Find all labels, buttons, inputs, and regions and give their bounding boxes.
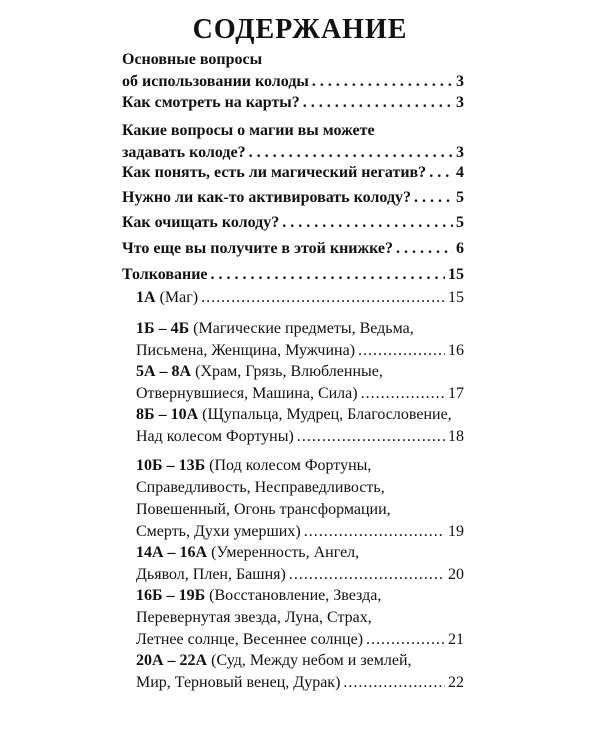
toc-entry-text: (Под колесом Фортуны, [209, 457, 372, 474]
card-code: 20А – 22А [136, 652, 208, 669]
leader-dots [303, 92, 453, 114]
page-number: 5 [456, 214, 464, 231]
page-title: СОДЕРЖАНИЕ [192, 14, 408, 45]
toc-entry-text: об использовании колоды [122, 73, 309, 90]
card-code: 5А – 8А [136, 363, 192, 380]
toc-entry-text: Письмена, Женщина, Мужчина) [136, 342, 356, 359]
toc-entry-text: Как смотреть на карты? [122, 94, 300, 111]
toc-entry-text: задавать колоде? [122, 144, 246, 161]
toc-entry-main [122, 49, 464, 93]
toc-entry-text: Как понять, есть ли магический негатив? [122, 164, 427, 181]
toc-entry-main [122, 92, 464, 114]
toc-entry-text: Над колесом Фортуны) [136, 428, 294, 445]
toc-entry-text: Дьявол, Плен, Башня) [136, 566, 286, 583]
page-number: 20 [448, 566, 464, 583]
toc-entry-main [122, 187, 464, 209]
leader-dots [297, 426, 445, 448]
leader-dots [361, 383, 445, 405]
leader-dots [414, 187, 453, 209]
page-number: 22 [448, 674, 464, 691]
leader-dots [358, 340, 445, 362]
page-number: 3 [456, 94, 464, 111]
toc-entry-text: Смерть, Духи умерших) [136, 523, 301, 540]
toc-entry-text: (Магические предметы, Ведьма, [193, 320, 414, 337]
page-number: 15 [448, 289, 464, 306]
leader-dots [304, 521, 445, 543]
page-number: 3 [456, 144, 464, 161]
page-number: 5 [456, 189, 464, 206]
toc-entry-text: (Маг) [159, 289, 199, 306]
leader-dots [282, 212, 453, 234]
toc-entry-main [122, 162, 464, 184]
toc-entry-sub [136, 455, 464, 543]
toc-entry-sub [136, 650, 464, 694]
card-code: 1Б – 4Б [136, 320, 190, 337]
toc-entry-text: Справедливость, Несправедливость, [136, 479, 385, 496]
toc-entry-text: Повешенный, Огонь трансформации, [136, 501, 391, 518]
toc-entry-sub [136, 542, 464, 586]
page-number: 15 [448, 266, 464, 283]
toc-entry-text: Отвернувшиеся, Машина, Сила) [136, 385, 358, 402]
card-code: 1А [136, 289, 156, 306]
toc-entry-text: (Щупальца, Мудрец, Благословение, [202, 406, 452, 423]
leader-dots [211, 264, 445, 286]
card-code: 16Б – 19Б [136, 587, 206, 604]
leader-dots [366, 629, 445, 651]
page-number: 19 [448, 523, 464, 540]
page-number: 3 [456, 73, 464, 90]
page-number: 17 [448, 385, 464, 402]
toc-entry-sub [136, 404, 464, 448]
toc-entry-text: Основные вопросы [122, 51, 263, 68]
page-number: 16 [448, 342, 464, 359]
toc-entry-text: Толкование [122, 266, 208, 283]
page-number: 21 [448, 631, 464, 648]
toc-entry-text: (Суд, Между небом и землей, [211, 652, 412, 669]
toc-entry-text: Летнее солнце, Весеннее солнце) [136, 631, 364, 648]
toc-entry-text: (Храм, Грязь, Влюбленные, [195, 363, 383, 380]
card-code: 10Б – 13Б [136, 457, 206, 474]
leader-dots [249, 142, 453, 164]
toc-entry-text: (Восстановление, Звезда, [209, 587, 382, 604]
toc-entry-sub [136, 585, 464, 651]
toc-entry-sub [136, 287, 464, 309]
toc-entry-text: (Умеренность, Ангел, [211, 544, 360, 561]
card-code: 8Б – 10А [136, 406, 199, 423]
leader-dots [201, 287, 445, 309]
leader-dots [312, 71, 453, 93]
toc-entry-text: Что еще вы получите в этой книжке? [122, 240, 394, 257]
toc-entry-text: Мир, Терновый венец, Дурак) [136, 674, 341, 691]
toc-entry-main [122, 264, 464, 286]
leader-dots [343, 672, 445, 694]
toc-entry-main [122, 212, 464, 234]
page-number: 4 [456, 164, 464, 181]
leader-dots [396, 238, 453, 260]
toc-entry-sub [136, 318, 464, 362]
toc-entry-text: Перевернутая звезда, Луна, Страх, [136, 609, 372, 626]
leader-dots [289, 564, 445, 586]
toc-entry-sub [136, 361, 464, 405]
toc-entry-main [122, 238, 464, 260]
page-number: 18 [448, 428, 464, 445]
toc-entry-text: Какие вопросы о магии вы можете [122, 122, 375, 139]
card-code: 14А – 16А [136, 544, 208, 561]
leader-dots [429, 162, 453, 184]
toc-entry-main [122, 120, 464, 164]
page-number: 6 [456, 240, 464, 257]
toc-entry-text: Как очищать колоду? [122, 214, 280, 231]
toc-entry-text: Нужно ли как-то активировать колоду? [122, 189, 412, 206]
